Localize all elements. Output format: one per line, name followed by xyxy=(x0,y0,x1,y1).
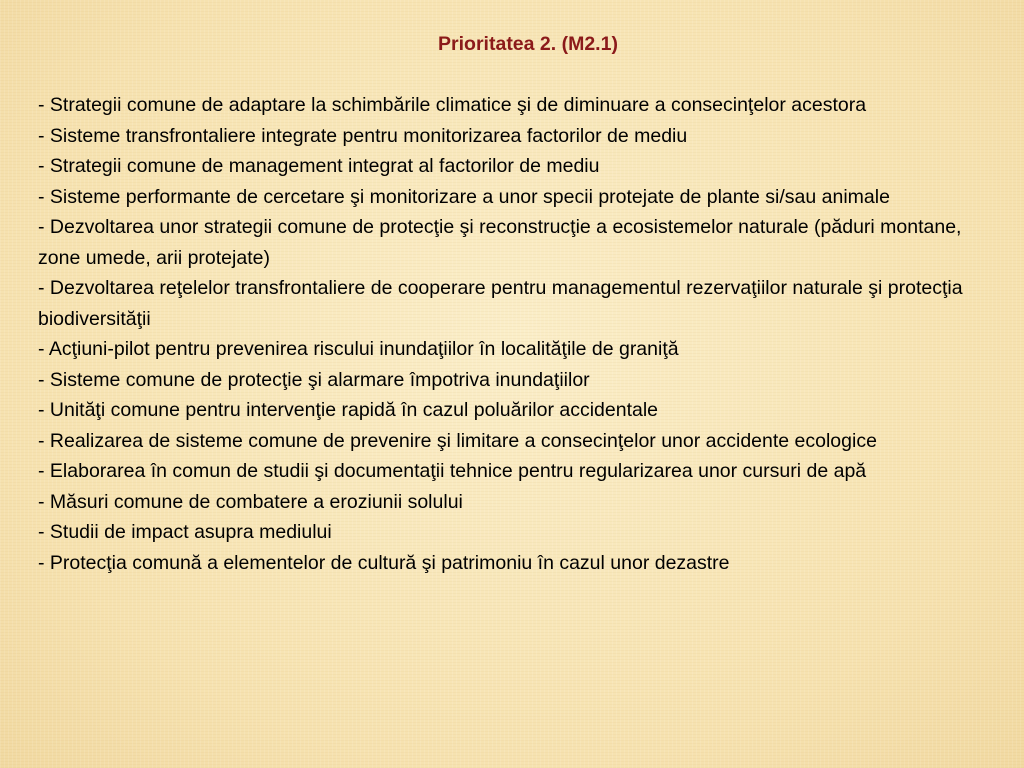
list-item: - Dezvoltarea unor strategii comune de protecţie şi reconstrucţie a ecosistemelor naturale (păduri montane, zone umede, arii protejate) xyxy=(38,216,962,269)
list-item: - Sisteme transfrontaliere integrate pentru monitorizarea factorilor de mediu xyxy=(38,124,688,147)
list-item: - Sisteme comune de protecţie şi alarmare împotriva inundaţiilor xyxy=(38,368,590,391)
list-item: - Dezvoltarea reţelelor transfrontaliere de cooperare pentru managementul rezervaţiilor naturale şi protecţia biodiversităţii xyxy=(38,277,963,330)
list-item: - Protecţia comună a elementelor de cultură şi patrimoniu în cazul unor dezastre xyxy=(38,551,730,574)
list-item: - Strategii comune de management integrat al factorilor de mediu xyxy=(38,155,600,177)
priority-list xyxy=(38,90,998,578)
list-item: - Unităţi comune pentru intervenţie rapidă în cazul poluărilor accidentale xyxy=(38,399,659,421)
list-item: - Măsuri comune de combatere a eroziunii solului xyxy=(38,490,463,513)
list-item: - Realizarea de sisteme comune de prevenire şi limitare a consecinţelor unor accidente ecologice xyxy=(38,429,877,452)
list-item: - Studii de impact asupra mediului xyxy=(38,521,332,543)
list-item: - Elaborarea în comun de studii şi documentaţii tehnice pentru regularizarea unor cursuri de apă xyxy=(38,460,867,482)
slide-title: Prioritatea 2. (M2.1) xyxy=(438,33,618,55)
list-item: - Strategii comune de adaptare la schimbările climatice şi de diminuare a consecinţelor acestora xyxy=(38,94,867,116)
list-item: - Acţiuni-pilot pentru prevenirea riscului inundaţiilor în localităţile de graniţă xyxy=(38,338,679,360)
list-item: - Sisteme performante de cercetare şi monitorizare a unor specii protejate de plante si/sau animale xyxy=(38,185,890,208)
